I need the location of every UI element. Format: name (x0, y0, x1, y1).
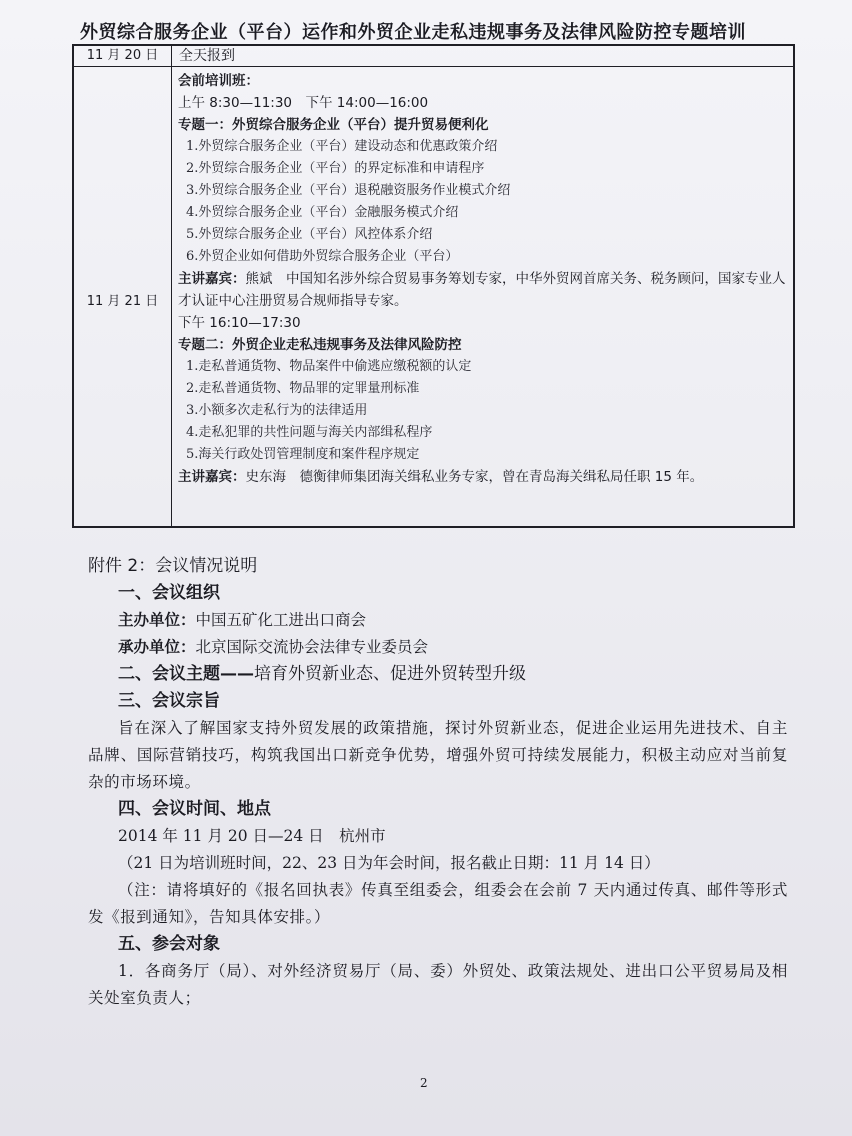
section-heading: 二、会议主题—— (118, 664, 254, 684)
speaker-info (178, 268, 790, 312)
speaker-label: 主讲嘉宾： (178, 271, 246, 287)
topic-item: 4.走私犯罪的共性问题与海关内部缉私程序 (186, 425, 433, 440)
page-header: 外贸综合服务企业（平台）运作和外贸企业走私违规事务及法律风险防控专题培训 (80, 22, 746, 43)
speaker-label: 主讲嘉宾： (178, 469, 246, 485)
time-place: 2014 年 11 月 20 日—24 日 杭州市 (118, 827, 386, 845)
table-cell-text: 全天报到 (179, 48, 235, 64)
registration-note: （注：请将填好的《报名回执表》传真至组委会，组委会在会前 7 天内通过传真、邮件等形式发《报到通知》，告知具体安排。） (88, 881, 788, 926)
co-organizer-line (88, 634, 788, 661)
theme-value: 培育外贸新业态、促进外贸转型升级 (254, 664, 526, 684)
attachment-title: 附件 2：会议情况说明 (88, 556, 258, 576)
schedule-table (72, 44, 795, 528)
speaker-bio: 史东海 德衡律师集团海关缉私业务专家，曾在青岛海关缉私局任职 15 年。 (245, 469, 704, 485)
organizer-value: 中国五矿化工进出口商会 (195, 611, 367, 629)
session-time: 下午 16:10—17:30 (178, 315, 301, 331)
topic-item: 5.海关行政处罚管理制度和案件程序规定 (186, 447, 420, 462)
organizer-line (88, 607, 788, 634)
table-row-divider (74, 66, 793, 67)
section-heading: 一、会议组织 (118, 583, 220, 603)
participant-item: 1．各商务厅（局）、对外经济贸易厅（局、委）外贸处、政策法规处、进出口公平贸易局及相关处室负责人； (88, 962, 788, 1007)
topic-item: 1.走私普通货物、物品案件中偷逃应缴税额的认定 (186, 359, 472, 374)
topic-item: 4.外贸综合服务企业（平台）金融服务模式介绍 (186, 205, 459, 220)
section-heading: 三、会议宗旨 (118, 691, 220, 711)
organizer-label: 主办单位： (118, 611, 196, 629)
session-heading: 会前培训班： (178, 73, 259, 89)
section-heading: 五、参会对象 (118, 934, 220, 954)
co-organizer-value: 北京国际交流协会法律专业委员会 (195, 638, 429, 656)
table-cell-content (178, 70, 790, 488)
topic-item: 5.外贸综合服务企业（平台）风控体系介绍 (186, 227, 433, 242)
topic-item: 2.外贸综合服务企业（平台）的界定标准和申请程序 (186, 161, 485, 176)
purpose-paragraph: 旨在深入了解国家支持外贸发展的政策措施，探讨外贸新业态，促进企业运用先进技术、自主品牌、国际营销技巧，构筑我国出口新竞争优势，增强外贸可持续发展能力，积极主动应对当前复杂的市场环境。 (88, 719, 788, 791)
table-column-divider (171, 46, 172, 526)
table-cell-date: 11 月 20 日 (86, 48, 159, 63)
topic-item: 3.小额多次走私行为的法律适用 (186, 403, 368, 418)
section-heading: 四、会议时间、地点 (118, 799, 271, 819)
topic-item: 6.外贸企业如何借助外贸综合服务企业（平台） (186, 249, 459, 264)
session-time: 上午 8:30—11:30 下午 14:00—16:00 (178, 95, 429, 111)
schedule-note: （21 日为培训班时间，22、23 日为年会时间，报名截止日期：11 月 14 日） (118, 854, 660, 872)
speaker-info (178, 466, 790, 488)
topic-heading: 专题一：外贸综合服务企业（平台）提升贸易便利化 (178, 117, 489, 133)
table-cell-date: 11 月 21 日 (86, 294, 159, 309)
theme-line (88, 661, 788, 688)
co-organizer-label: 承办单位： (118, 638, 196, 656)
page-number: 2 (420, 1076, 428, 1090)
attachment-section (88, 552, 788, 1012)
speaker-bio: 熊斌 中国知名涉外综合贸易事务筹划专家，中华外贸网首席关务、税务顾问，国家专业人才认证中心注册贸易合规师指导专家。 (178, 271, 786, 309)
topic-item: 1.外贸综合服务企业（平台）建设动态和优惠政策介绍 (186, 139, 498, 154)
topic-item: 2.走私普通货物、物品罪的定罪量刑标准 (186, 381, 420, 396)
topic-item: 3.外贸综合服务企业（平台）退税融资服务作业模式介绍 (186, 183, 511, 198)
topic-heading: 专题二：外贸企业走私违规事务及法律风险防控 (178, 337, 462, 353)
